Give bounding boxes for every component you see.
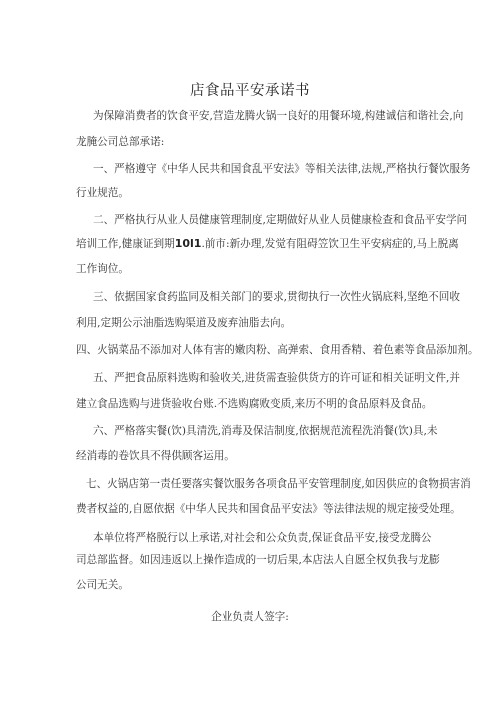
item-3-line-1: 三、依据国家食药监同及相关部门的要求,贯彻执行一次性火锅底料,坚绝不回收: [93, 291, 460, 303]
signature-label: 企业负责人签字:: [211, 611, 289, 623]
item-2-line-3: 工作询位。: [76, 263, 129, 275]
closing-line-1: 本单位将严格脱行以上承诺,对社会和公众负责,保证食品平安,接受龙腾公: [93, 532, 432, 544]
item-2-line-1: 二、严格执行从业人员健康管理制度,定期做好从业人员健康检查和食品平安学问: [93, 214, 468, 226]
item-7-line-2: 费者权益的,自愿依据《中华人民共和国食品平安法》等法律法规的规定接受处理。: [76, 503, 461, 515]
intro-line-1: 为保障消费者的饮食平安,营造龙腾火锅一良好的用餐环境,构建诚信和谐社会,向: [93, 110, 464, 122]
item-4-line-1: 四、火锅菜品不添加对人体有害的嫩肉粉、高弹索、食用香精、着色素等食品添加剂。: [76, 344, 479, 356]
item-5-line-2: 建立食品选购与进货验收台账.不选购腐败变质,来历不明的食品原料及食品。: [76, 398, 433, 410]
closing-line-2: 司总部监督。如因违返以上操作造成的一切后果,本店法人自愿全权负我与龙膨: [76, 554, 440, 566]
item-1-line-2: 行业规范。: [76, 187, 129, 199]
item-2-line-2-part-a: 培训工作,健康证到期: [76, 238, 175, 250]
document-title: 店食品平安承诺书: [190, 83, 310, 99]
item-3-line-2: 利用,定期公示油脂选购渠道及废弃油脂去向。: [76, 317, 292, 329]
item-2-line-2-part-c: .前市:新办理,发觉有阻碍笠饮卫生平安病症的,马上脱离: [201, 238, 459, 250]
item-2-line-2: [76, 237, 459, 251]
intro-line-2: 龙腌公司总部承诺:: [76, 136, 165, 148]
item-6-line-1: 六、严格落实餐(饮)具清洗,消毒及保洁制度,依据规范流程洗消餐(饮)具,未: [93, 425, 438, 437]
item-7-line-1: 七、火锅店第一责任要落实餐饮服务各项食品平安管理制度,如因供应的食物损害消: [86, 478, 471, 490]
item-6-line-2: 经消毒的卷饮具不得供顾客运用。: [76, 450, 235, 462]
item-2-line-2-part-b: 10l1: [174, 237, 202, 250]
closing-line-3: 公司无关。: [76, 579, 129, 591]
item-5-line-1: 五、严把食品原料选购和验收关,进货需查验供货方的许可证和相关证明文件,并: [93, 372, 460, 384]
item-1-line-1: 一、严格遵守《中华人民共和国食乱平安法》等相关法律,法规,严格执行餐饮服务: [93, 163, 471, 175]
